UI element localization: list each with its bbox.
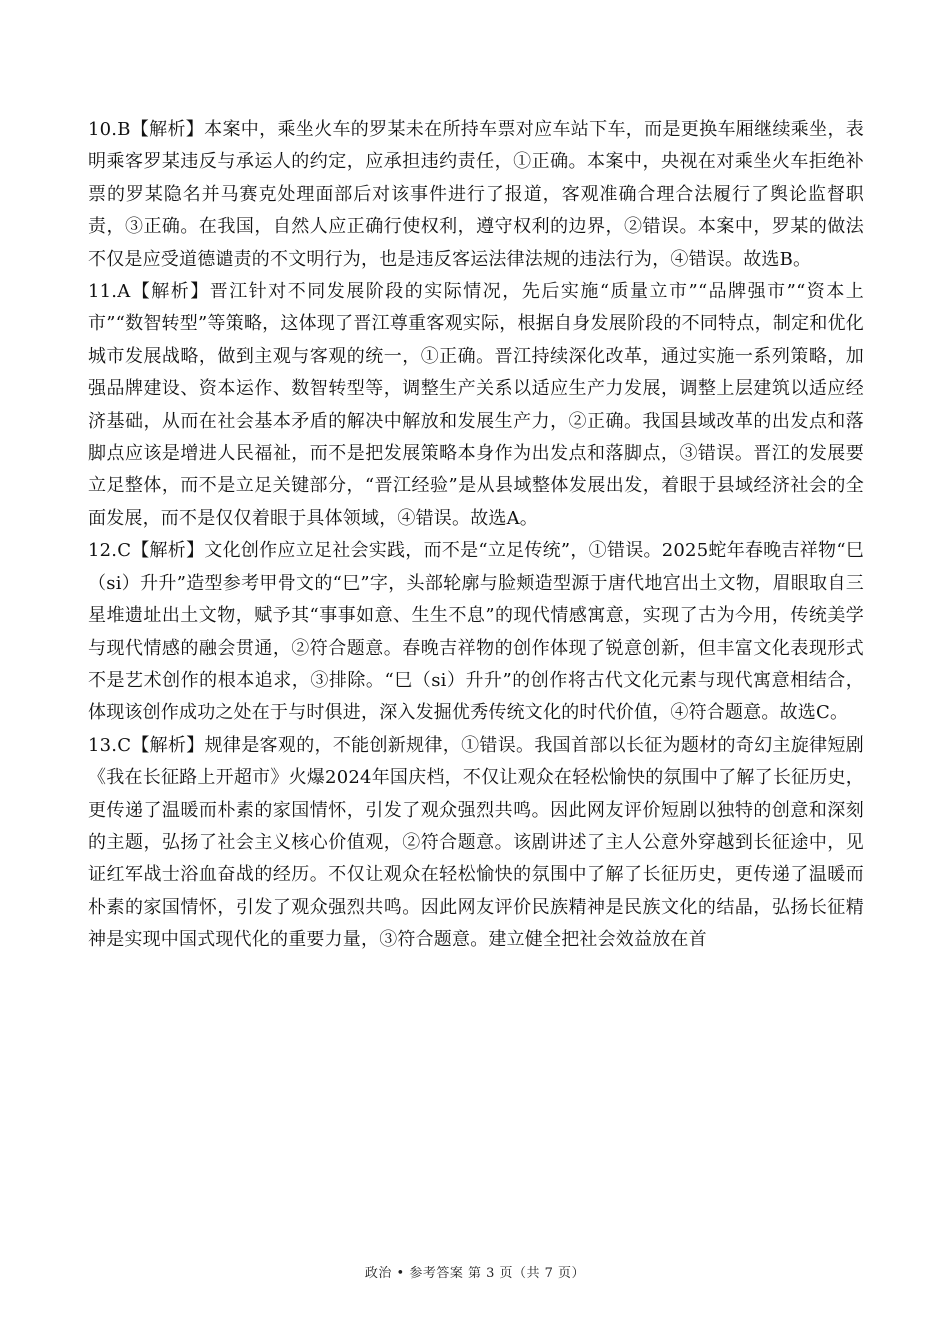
answer-content xyxy=(88,114,864,957)
answer-paragraph-13: 13.C【解析】规律是客观的，不能创新规律，①错误。我国首部以长征为题材的奇幻主旋律短剧《我在长征路上开超市》火爆2024年国庆档，不仅让观众在轻松愉快的氛围中了解了长征历史，更传递了温暖而朴素的家国情怀，引发了观众强烈共鸣。因此网友评价短剧以独特的创意和深刻的主题，弘扬了社会主义核心价值观，②符合题意。该剧讲述了主人公意外穿越到长征途中，见证红军战士浴血奋战的经历。不仅让观众在轻松愉快的氛围中了解了长征历史，更传递了温暖而朴素的家国情怀，引发了观众强烈共鸣。因此网友评价民族精神是民族文化的结晶，弘扬长征精神是实现中国式现代化的重要力量，③符合题意。建立健全把社会效益放在首 xyxy=(88,734,864,951)
page-footer: 政治 • 参考答案 第 3 页（共 7 页） xyxy=(364,1266,586,1281)
answer-paragraph-10: 10.B【解析】本案中，乘坐火车的罗某未在所持车票对应车站下车，而是更换车厢继续乘坐，表明乘客罗某违反与承运人的约定，应承担违约责任，①正确。本案中，央视在对乘坐火车拒绝补票的罗某隐名并马赛克处理面部后对该事件进行了报道，客观准确合理合法履行了舆论监督职责，③正确。在我国，自然人应正确行使权利，遵守权利的边界，②错误。本案中，罗某的做法不仅是应受道德谴责的不文明行为，也是违反客运法律法规的违法行为，④错误。故选B。 xyxy=(88,119,864,270)
answer-paragraph-11: 11.A【解析】晋江针对不同发展阶段的实际情况，先后实施“质量立市”“品牌强市”“资本上市”“数智转型”等策略，这体现了晋江尊重客观实际，根据自身发展阶段的不同特点，制定和优化城市发展战略，做到主观与客观的统一，①正确。晋江持续深化改革，通过实施一系列策略，加强品牌建设、资本运作、数智转型等，调整生产关系以适应生产力发展，调整上层建筑以适应经济基础，从而在社会基本矛盾的解决中解放和发展生产力，②正确。我国县域改革的出发点和落脚点应该是增进人民福祉，而不是把发展策略本身作为出发点和落脚点，③错误。晋江的发展要立足整体，而不是立足关键部分，“晋江经验”是从县域整体发展出发，着眼于县域经济社会的全面发展，而不是仅仅着眼于具体领域，④错误。故选A。 xyxy=(88,281,864,529)
answer-paragraph-12: 12.C【解析】文化创作应立足社会实践，而不是“立足传统”，①错误。2025蛇年春晚吉祥物“巳（si）升升”造型参考甲骨文的“巳”字，头部轮廓与脸颊造型源于唐代地宫出土文物，眉眼取自三星堆遗址出土文物，赋予其“事事如意、生生不息”的现代情感寓意，实现了古为今用，传统美学与现代情感的融会贯通，②符合题意。春晚吉祥物的创作体现了锐意创新，但丰富文化表现形式不是艺术创作的根本追求，③排除。“巳（si）升升”的创作将古代文化元素与现代寓意相结合，体现该创作成功之处在于与时俱进，深入发掘优秀传统文化的时代价值，④符合题意。故选C。 xyxy=(88,540,864,724)
